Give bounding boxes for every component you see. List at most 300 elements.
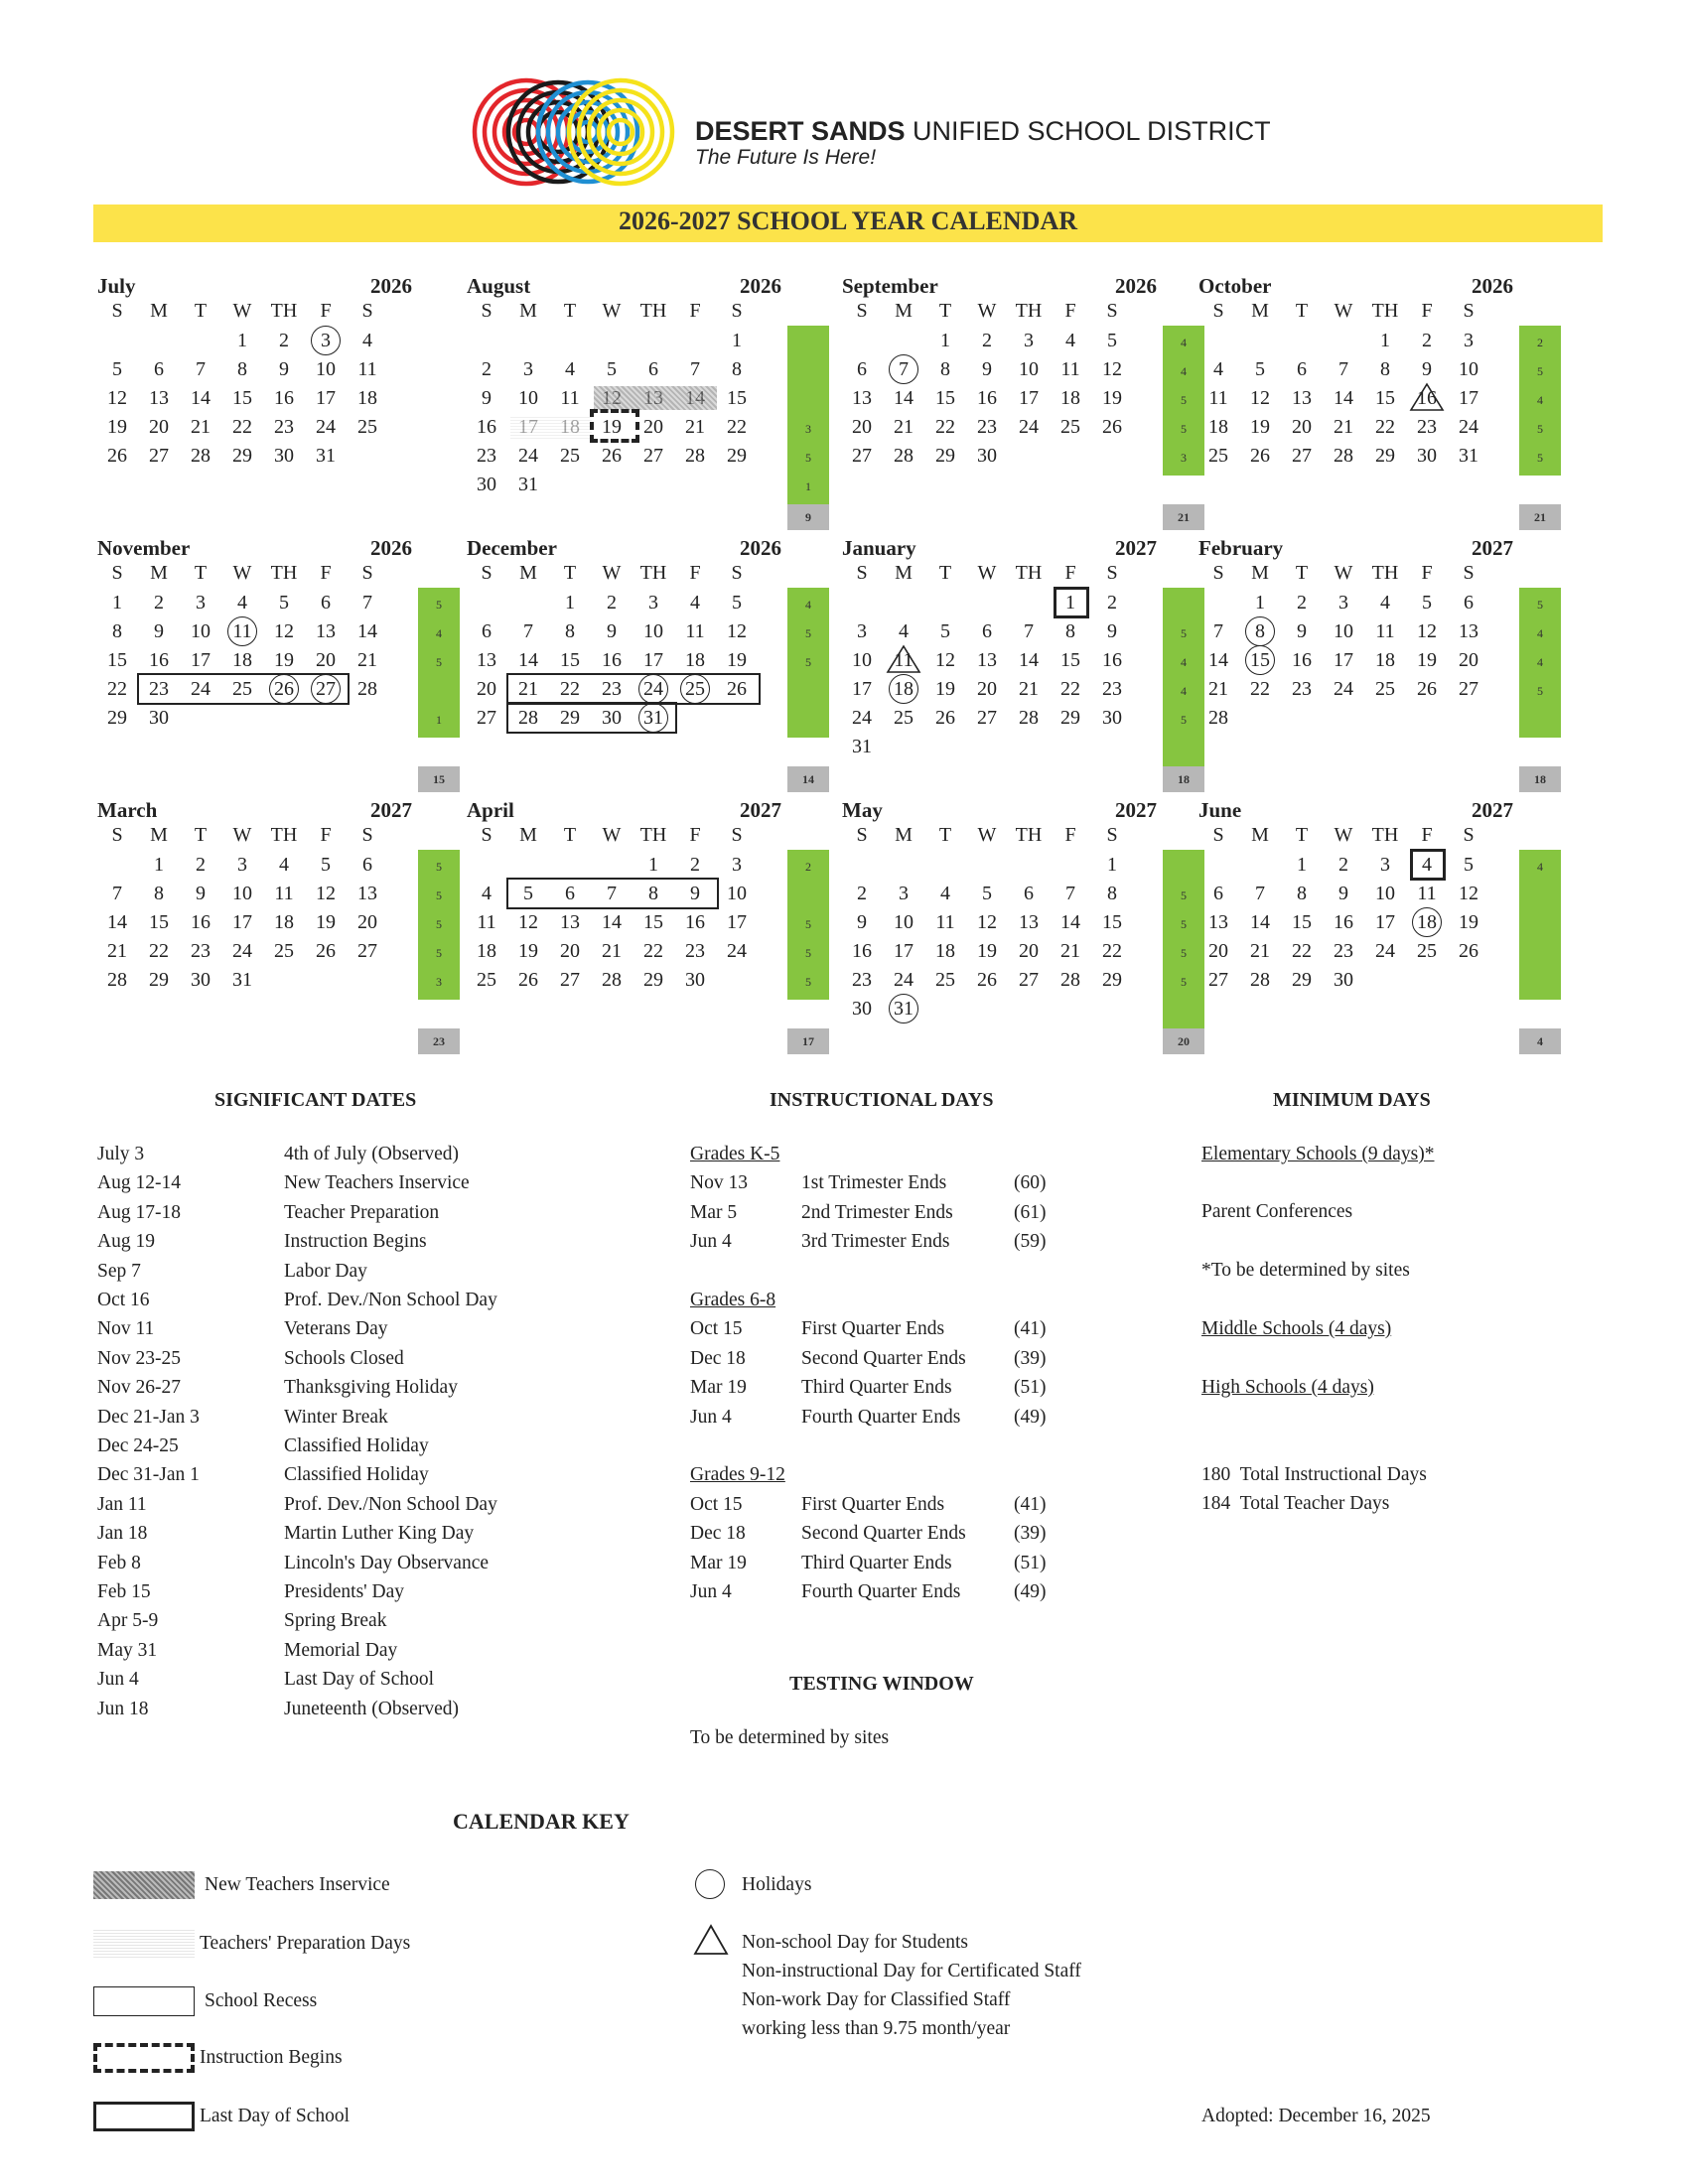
weekly-instructional-days: 5 [1181, 975, 1187, 989]
term-end-label: First Quarter Ends [801, 1318, 945, 1340]
calendar-day: 21 [685, 416, 705, 438]
calendar-day: 17 [316, 387, 336, 409]
minimum-elementary: Elementary Schools (9 days)* [1201, 1144, 1435, 1164]
calendar-day: 16 [149, 649, 169, 671]
weekday-header: S [1463, 300, 1475, 322]
weekday-header: F [320, 300, 332, 322]
weekly-instructional-days: 4 [1537, 393, 1543, 407]
calendar-day: 4 [362, 330, 372, 351]
calendar-day: 29 [107, 707, 127, 729]
calendar-day: 14 [1250, 911, 1270, 933]
minimum-high: High Schools (4 days) [1201, 1377, 1374, 1398]
calendar-day: 30 [977, 445, 997, 467]
calendar-day: 21 [602, 940, 622, 962]
significant-event: Lincoln's Day Observance [284, 1552, 490, 1573]
month-name: May [842, 798, 883, 822]
significant-event: Martin Luther King Day [284, 1523, 475, 1545]
weekly-instructional-days: 5 [805, 946, 811, 960]
calendar-day: 10 [518, 387, 538, 409]
month-name: June [1198, 798, 1242, 822]
calendar-day: 18 [1208, 416, 1228, 438]
term-day-count: (39) [1014, 1523, 1047, 1545]
weekday-header: TH [270, 300, 298, 322]
calendar-day: 19 [518, 940, 538, 962]
calendar-day: 30 [1102, 707, 1122, 729]
calendar-day: 30 [602, 707, 622, 729]
weekly-instructional-days: 4 [1181, 684, 1187, 698]
calendar-day: 28 [894, 445, 914, 467]
calendar-day: 17 [727, 911, 747, 933]
weekday-header: T [1295, 562, 1309, 584]
calendar-day: 11 [1375, 620, 1395, 642]
monthly-instructional-total: 21 [1163, 504, 1204, 530]
weekday-header: S [481, 562, 492, 584]
weekly-instructional-days: 5 [1537, 422, 1543, 436]
calendar-day: 29 [149, 969, 169, 991]
significant-date: Dec 31-Jan 1 [97, 1464, 200, 1486]
calendar-day: 10 [643, 620, 663, 642]
calendar-day: 29 [935, 445, 955, 467]
weekly-instructional-days: 3 [805, 422, 811, 436]
significant-event: 4th of July (Observed) [284, 1144, 460, 1164]
calendar-day: 11 [1417, 883, 1437, 904]
calendar-day: 13 [1208, 911, 1228, 933]
calendar-day: 12 [1417, 620, 1437, 642]
calendar-day: 9 [279, 358, 289, 380]
calendar-day: 5 [279, 592, 289, 614]
weekday-header: M [895, 824, 913, 846]
calendar-day: 4 [899, 620, 909, 642]
calendar-day: 23 [274, 416, 294, 438]
term-end-label: Third Quarter Ends [801, 1552, 952, 1573]
calendar-day: 4 [279, 854, 289, 876]
calendar-day: 6 [362, 854, 372, 876]
calendar-day: 14 [357, 620, 377, 642]
calendar-day: 3 [857, 620, 867, 642]
weekday-header: W [977, 300, 997, 322]
calendar-day: 28 [357, 678, 377, 700]
weekday-header: S [1463, 562, 1475, 584]
weekday-header: W [977, 562, 997, 584]
calendar-day: 19 [1250, 416, 1270, 438]
calendar-day: 7 [112, 883, 122, 904]
calendar-day: 10 [232, 883, 252, 904]
instruction-begins-box [590, 409, 639, 443]
calendar-day: 13 [852, 387, 872, 409]
calendar-day: 26 [316, 940, 336, 962]
term-end-date: Oct 15 [690, 1318, 743, 1340]
calendar-day: 9 [857, 911, 867, 933]
month-year: 2027 [370, 798, 412, 822]
weekly-instructional-days: 4 [1537, 860, 1543, 874]
calendar-day: 4 [1065, 330, 1075, 351]
monthly-instructional-total: 17 [787, 1028, 829, 1054]
weekly-instructional-days: 5 [805, 451, 811, 465]
month-name: December [467, 536, 557, 560]
calendar-day: 19 [727, 649, 747, 671]
calendar-day: 26 [1102, 416, 1122, 438]
weekday-header: T [563, 824, 577, 846]
calendar-day: 1 [565, 592, 575, 614]
calendar-day: 16 [477, 416, 496, 438]
calendar-day: 1 [1065, 592, 1075, 614]
calendar-day: 27 [357, 940, 377, 962]
calendar-day: 29 [1375, 445, 1395, 467]
significant-date: Jan 18 [97, 1523, 148, 1545]
month-year: 2026 [370, 536, 412, 560]
calendar-day: 15 [727, 387, 747, 409]
calendar-day: 24 [1375, 940, 1395, 962]
calendar-day: 25 [560, 445, 580, 467]
calendar-day: 27 [1208, 969, 1228, 991]
weekday-header: S [1212, 300, 1224, 322]
significant-event: Classified Holiday [284, 1435, 429, 1456]
calendar-day: 25 [1375, 678, 1395, 700]
weekday-header: S [1212, 562, 1224, 584]
calendar-day: 25 [357, 416, 377, 438]
weekly-instructional-days: 4 [1181, 655, 1187, 669]
month-name: February [1198, 536, 1284, 560]
weekday-header: TH [1015, 824, 1043, 846]
weekly-instructional-days: 5 [1181, 946, 1187, 960]
significant-date: Feb 8 [97, 1552, 141, 1573]
term-day-count: (51) [1014, 1552, 1047, 1573]
calendar-day: 6 [1297, 358, 1307, 380]
calendar-day: 18 [1375, 649, 1395, 671]
calendar-day: 31 [894, 998, 914, 1020]
calendar-day: 15 [1250, 649, 1270, 671]
calendar-day: 29 [727, 445, 747, 467]
calendar-day: 4 [1213, 358, 1223, 380]
significant-event: Thanksgiving Holiday [284, 1377, 458, 1399]
calendar-day: 24 [1459, 416, 1478, 438]
calendar-day: 3 [196, 592, 206, 614]
calendar-day: 1 [1380, 330, 1390, 351]
calendar-day: 27 [852, 445, 872, 467]
month-name: September [842, 274, 938, 298]
calendar-day: 10 [1019, 358, 1039, 380]
calendar-day: 4 [690, 592, 700, 614]
calendar-day: 30 [685, 969, 705, 991]
key-begins-swatch [93, 2043, 195, 2073]
weekly-instructional-days: 4 [436, 626, 442, 640]
prep-days-shade [510, 415, 592, 439]
calendar-day: 20 [357, 911, 377, 933]
weekly-instructional-days: 5 [1181, 713, 1187, 727]
significant-date: Dec 24-25 [97, 1435, 179, 1456]
calendar-day: 14 [1060, 911, 1080, 933]
calendar-day: 17 [1019, 387, 1039, 409]
calendar-day: 5 [1422, 592, 1432, 614]
key-inservice-label: New Teachers Inservice [205, 1874, 390, 1895]
term-end-label: 1st Trimester Ends [801, 1172, 947, 1194]
calendar-day: 23 [685, 940, 705, 962]
calendar-day: 15 [107, 649, 127, 671]
calendar-day: 9 [982, 358, 992, 380]
key-inservice-swatch [93, 1871, 195, 1899]
term-day-count: (49) [1014, 1581, 1047, 1602]
weekday-header: M [519, 300, 537, 322]
calendar-day: 28 [191, 445, 211, 467]
weekday-header: S [1106, 562, 1118, 584]
calendar-day: 8 [732, 358, 742, 380]
weekday-header: TH [639, 824, 667, 846]
holiday-circle [1245, 616, 1275, 646]
monthly-instructional-total: 15 [418, 766, 460, 792]
calendar-day: 24 [727, 940, 747, 962]
calendar-day: 8 [1255, 620, 1265, 642]
calendar-day: 15 [149, 911, 169, 933]
calendar-day: 7 [1338, 358, 1348, 380]
term-end-label: 3rd Trimester Ends [801, 1231, 950, 1253]
significant-date: Jan 11 [97, 1493, 147, 1515]
significant-dates-heading: SIGNIFICANT DATES [214, 1089, 417, 1111]
calendar-day: 6 [154, 358, 164, 380]
weekday-header: S [856, 562, 868, 584]
calendar-day: 5 [1255, 358, 1265, 380]
calendar-day: 25 [685, 678, 705, 700]
significant-date: Jun 18 [97, 1698, 149, 1719]
significant-date: Sep 7 [97, 1260, 141, 1282]
calendar-day: 1 [1255, 592, 1265, 614]
calendar-day: 6 [1464, 592, 1474, 614]
weekday-header: W [232, 824, 252, 846]
term-end-date: Mar 5 [690, 1201, 738, 1223]
calendar-day: 6 [482, 620, 492, 642]
calendar-day: 8 [1065, 620, 1075, 642]
calendar-day: 30 [191, 969, 211, 991]
calendar-day: 12 [1102, 358, 1122, 380]
significant-date: Nov 11 [97, 1318, 155, 1340]
calendar-day: 22 [232, 416, 252, 438]
weekday-header: TH [639, 562, 667, 584]
calendar-day: 18 [274, 911, 294, 933]
calendar-day: 27 [316, 678, 336, 700]
calendar-day: 7 [607, 883, 617, 904]
minimum-middle: Middle Schools (4 days) [1201, 1318, 1392, 1339]
calendar-day: 19 [316, 911, 336, 933]
calendar-day: 13 [477, 649, 496, 671]
calendar-day: 14 [191, 387, 211, 409]
calendar-day: 1 [112, 592, 122, 614]
weekday-header: T [194, 824, 208, 846]
nonschool-triangle-icon [693, 1924, 729, 1956]
month-name: January [842, 536, 916, 560]
calendar-day: 17 [1375, 911, 1395, 933]
calendar-day: 24 [1019, 416, 1039, 438]
calendar-day: 21 [1250, 940, 1270, 962]
calendar-day: 19 [935, 678, 955, 700]
calendar-day: 27 [560, 969, 580, 991]
term-day-count: (59) [1014, 1231, 1047, 1253]
term-end-label: 2nd Trimester Ends [801, 1201, 953, 1223]
highlight-box [1410, 849, 1446, 881]
calendar-day: 22 [1250, 678, 1270, 700]
calendar-day: 25 [894, 707, 914, 729]
calendar-day: 27 [1019, 969, 1039, 991]
calendar-day: 15 [1375, 387, 1395, 409]
term-day-count: (60) [1014, 1172, 1047, 1194]
weekday-header: W [602, 562, 622, 584]
calendar-day: 25 [477, 969, 496, 991]
month-year: 2027 [1472, 798, 1513, 822]
term-end-date: Mar 19 [690, 1552, 747, 1573]
grade-group-title: Grades 9-12 [690, 1464, 785, 1486]
calendar-day: 9 [1422, 358, 1432, 380]
weekday-header: T [1295, 824, 1309, 846]
term-day-count: (41) [1014, 1493, 1047, 1515]
calendar-day: 6 [565, 883, 575, 904]
weekly-instructional-days: 4 [805, 598, 811, 612]
holiday-circle [311, 326, 341, 355]
nonschool-triangle [1409, 382, 1445, 412]
highlight-box [1054, 587, 1089, 618]
calendar-day: 10 [894, 911, 914, 933]
calendar-day: 15 [1060, 649, 1080, 671]
calendar-day: 7 [690, 358, 700, 380]
grade-group-title: Grades K-5 [690, 1144, 780, 1164]
calendar-day: 2 [1422, 330, 1432, 351]
month-name: March [97, 798, 158, 822]
calendar-day: 17 [852, 678, 872, 700]
weekly-instructional-days: 1 [436, 713, 442, 727]
weekday-header: M [150, 562, 168, 584]
calendar-day: 8 [112, 620, 122, 642]
calendar-day: 13 [316, 620, 336, 642]
calendar-day: 12 [107, 387, 127, 409]
calendar-day: 7 [362, 592, 372, 614]
calendar-day: 16 [1417, 387, 1437, 409]
calendar-day: 9 [154, 620, 164, 642]
weekday-header: S [856, 300, 868, 322]
calendar-day: 22 [149, 940, 169, 962]
calendar-day: 3 [1338, 592, 1348, 614]
total-instructional-days: 180 Total Instructional Days [1201, 1464, 1427, 1485]
calendar-day: 3 [648, 592, 658, 614]
total-teacher-days: 184 Total Teacher Days [1201, 1493, 1390, 1514]
weekday-header: S [731, 300, 743, 322]
significant-date: Aug 17-18 [97, 1201, 181, 1223]
weekday-header: T [938, 562, 952, 584]
significant-event: New Teachers Inservice [284, 1172, 470, 1194]
school-recess-box [137, 673, 350, 705]
weekday-header: S [1212, 824, 1224, 846]
calendar-day: 30 [1417, 445, 1437, 467]
calendar-day: 18 [894, 678, 914, 700]
calendar-day: 9 [1297, 620, 1307, 642]
weekday-header: S [111, 824, 123, 846]
calendar-day: 27 [1292, 445, 1312, 467]
calendar-day: 22 [560, 678, 580, 700]
calendar-day: 7 [1024, 620, 1034, 642]
weekday-header: F [689, 300, 701, 322]
calendar-day: 26 [727, 678, 747, 700]
significant-event: Classified Holiday [284, 1464, 429, 1486]
holiday-circle-icon [695, 1869, 725, 1899]
weekday-header: F [689, 824, 701, 846]
calendar-day: 1 [154, 854, 164, 876]
calendar-day: 4 [565, 358, 575, 380]
significant-date: May 31 [97, 1639, 158, 1661]
term-end-label: Second Quarter Ends [801, 1523, 966, 1545]
weekday-header: T [938, 824, 952, 846]
calendar-day: 17 [232, 911, 252, 933]
month-year: 2026 [1472, 274, 1513, 298]
calendar-day: 17 [643, 649, 663, 671]
calendar-day: 20 [643, 416, 663, 438]
weekly-instructional-days: 5 [805, 626, 811, 640]
calendar-day: 23 [149, 678, 169, 700]
calendar-day: 24 [1334, 678, 1353, 700]
calendar-day: 24 [518, 445, 538, 467]
weekly-instructional-days: 5 [436, 598, 442, 612]
term-day-count: (51) [1014, 1377, 1047, 1399]
calendar-day: 5 [940, 620, 950, 642]
calendar-day: 1 [940, 330, 950, 351]
calendar-day: 6 [648, 358, 658, 380]
weekday-header: TH [270, 824, 298, 846]
district-tagline: The Future Is Here! [695, 146, 877, 169]
term-end-date: Nov 13 [690, 1172, 748, 1194]
instructional-days-heading: INSTRUCTIONAL DAYS [770, 1089, 994, 1111]
calendar-day: 14 [518, 649, 538, 671]
weekday-header: S [731, 562, 743, 584]
month-year: 2026 [740, 274, 781, 298]
calendar-day: 12 [727, 620, 747, 642]
calendar-day: 11 [232, 620, 252, 642]
calendar-day: 2 [1338, 854, 1348, 876]
monthly-instructional-total: 4 [1519, 1028, 1561, 1054]
weekday-header: W [232, 562, 252, 584]
calendar-day: 28 [1334, 445, 1353, 467]
term-day-count: (49) [1014, 1406, 1047, 1428]
calendar-day: 26 [518, 969, 538, 991]
calendar-day: 14 [1208, 649, 1228, 671]
term-end-label: Third Quarter Ends [801, 1377, 952, 1399]
calendar-day: 14 [602, 911, 622, 933]
calendar-day: 16 [1334, 911, 1353, 933]
weekday-header: T [563, 562, 577, 584]
calendar-day: 17 [191, 649, 211, 671]
calendar-day: 28 [685, 445, 705, 467]
calendar-day: 23 [1334, 940, 1353, 962]
weekday-header: M [519, 824, 537, 846]
calendar-day: 26 [602, 445, 622, 467]
calendar-day: 13 [1459, 620, 1478, 642]
calendar-day: 4 [237, 592, 247, 614]
calendar-day: 26 [107, 445, 127, 467]
month-year: 2026 [370, 274, 412, 298]
calendar-day: 8 [237, 358, 247, 380]
calendar-day: 24 [852, 707, 872, 729]
calendar-day: 3 [899, 883, 909, 904]
significant-event: Winter Break [284, 1406, 388, 1428]
calendar-day: 7 [196, 358, 206, 380]
calendar-day: 16 [274, 387, 294, 409]
significant-date: Feb 15 [97, 1581, 151, 1602]
calendar-day: 20 [1459, 649, 1478, 671]
calendar-day: 25 [1208, 445, 1228, 467]
calendar-day: 27 [977, 707, 997, 729]
weekday-header: M [895, 562, 913, 584]
weekly-instructional-days: 2 [1537, 336, 1543, 349]
holiday-circle [227, 616, 257, 646]
calendar-day: 23 [1292, 678, 1312, 700]
weekday-header: F [689, 562, 701, 584]
calendar-day: 9 [690, 883, 700, 904]
month-year: 2027 [740, 798, 781, 822]
calendar-day: 12 [518, 911, 538, 933]
